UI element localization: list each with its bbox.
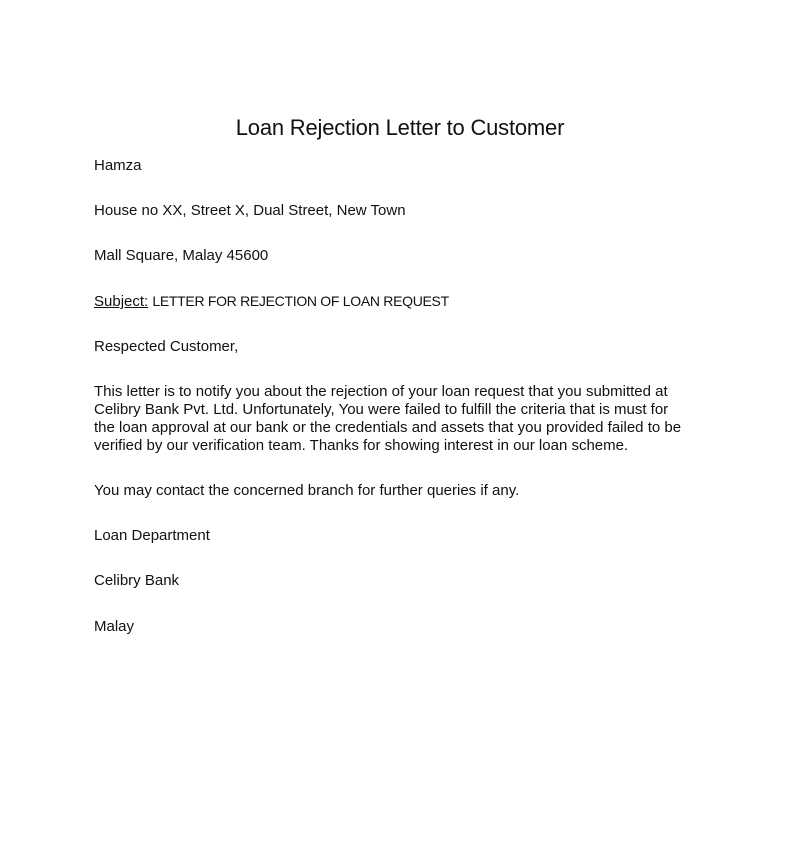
subject-line bbox=[94, 292, 449, 311]
body-line: the loan approval at our bank or the credentials and assets that you provided failed to be bbox=[94, 419, 682, 436]
closing-note: You may contact the concerned branch for further queries if any. bbox=[94, 482, 520, 499]
body-line: verified by our verification team. Thanks for showing interest in our loan scheme. bbox=[94, 437, 629, 454]
subject-text: LETTER FOR REJECTION OF LOAN REQUEST bbox=[152, 293, 449, 309]
salutation: Respected Customer, bbox=[94, 338, 239, 355]
recipient-name: Hamza bbox=[94, 157, 142, 174]
body-line: Celibry Bank Pvt. Ltd. Unfortunately, You were failed to fulfill the criteria that is must for bbox=[94, 401, 669, 418]
signature-department: Loan Department bbox=[94, 527, 210, 544]
recipient-address-line-2: Mall Square, Malay 45600 bbox=[94, 247, 269, 264]
signature-location: Malay bbox=[94, 618, 135, 635]
body-paragraph bbox=[94, 383, 714, 455]
subject-label: Subject: bbox=[94, 293, 149, 310]
recipient-address-line-1: House no XX, Street X, Dual Street, New Town bbox=[94, 202, 406, 219]
signature-bank: Celibry Bank bbox=[94, 572, 180, 589]
letter-title: Loan Rejection Letter to Customer bbox=[235, 115, 565, 140]
body-line: This letter is to notify you about the rejection of your loan request that you submitted at bbox=[94, 383, 668, 400]
